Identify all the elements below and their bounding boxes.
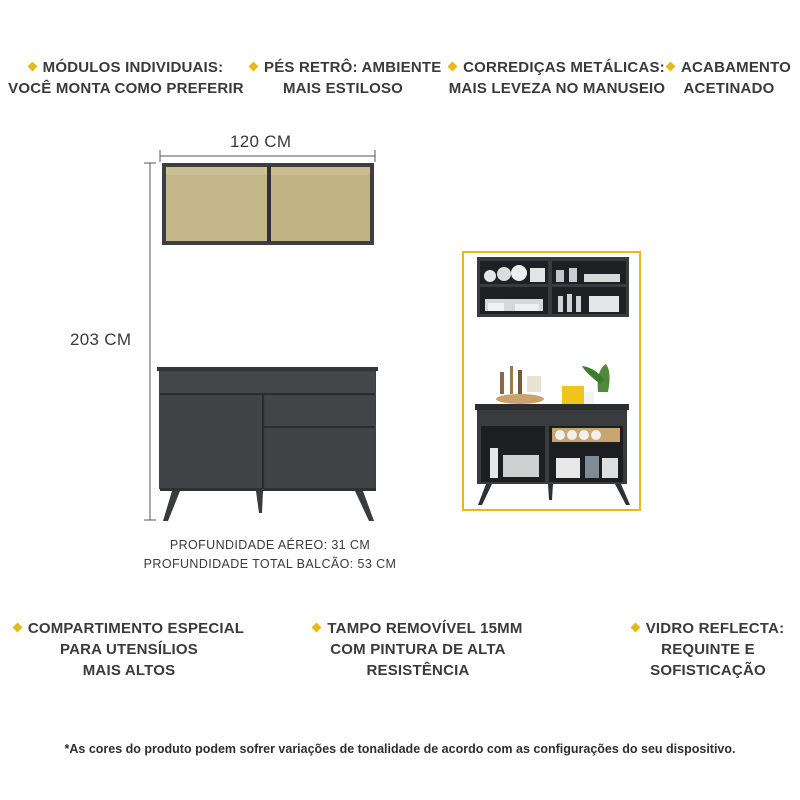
diamond-bullet-icon <box>630 623 640 633</box>
countertop <box>157 367 378 371</box>
glass-door-right <box>271 167 370 241</box>
disclaimer: *As cores do produto podem sofrer variações de tonalidade de acordo com as configurações do seu dispositivo. <box>64 742 736 756</box>
base-door-right <box>265 428 375 488</box>
feature-tampo: TAMPO REMOVÍVEL 15MM COM PINTURA DE ALTA RESISTÊNCIA <box>300 618 536 681</box>
feature-compartimento: COMPARTIMENTO ESPECIAL PARA UTENSÍLIOS MAIS ALTOS <box>6 618 252 681</box>
leg-1 <box>163 491 180 521</box>
feature-pes-retro: PÉS RETRÔ: AMBIENTE MAIS ESTILOSO <box>250 57 436 99</box>
diamond-bullet-icon <box>12 623 22 633</box>
width-label: 120 CM <box>230 132 292 151</box>
feature-vidro: VIDRO REFLECTA: REQUINTE E SOFISTICAÇÃO <box>622 618 794 681</box>
feature-corredicas: CORREDIÇAS METÁLICAS: MAIS LEVEZA NO MANUSEIO <box>448 59 666 97</box>
depth-info <box>130 536 410 574</box>
glass-door-left <box>166 167 267 241</box>
feature-modulos: MÓDULOS INDIVIDUAIS: VOCÊ MONTA COMO PREFERIR <box>8 59 244 97</box>
base-door-left <box>160 395 262 488</box>
depth-balcao: PROFUNDIDADE TOTAL BALCÃO: 53 CM <box>143 557 397 571</box>
upper-cabinet <box>162 163 374 245</box>
height-label: 203 CM <box>70 330 132 349</box>
depth-aereo: PROFUNDIDADE AÉREO: 31 CM <box>169 538 371 552</box>
feature-acabamento: ACABAMENTO ACETINADO <box>664 57 794 99</box>
leg-2 <box>256 491 263 513</box>
base-drawer <box>265 396 375 426</box>
diamond-bullet-icon <box>312 623 322 633</box>
leg-3 <box>355 491 374 521</box>
product-photo <box>463 252 640 510</box>
base-cabinet <box>157 367 378 521</box>
